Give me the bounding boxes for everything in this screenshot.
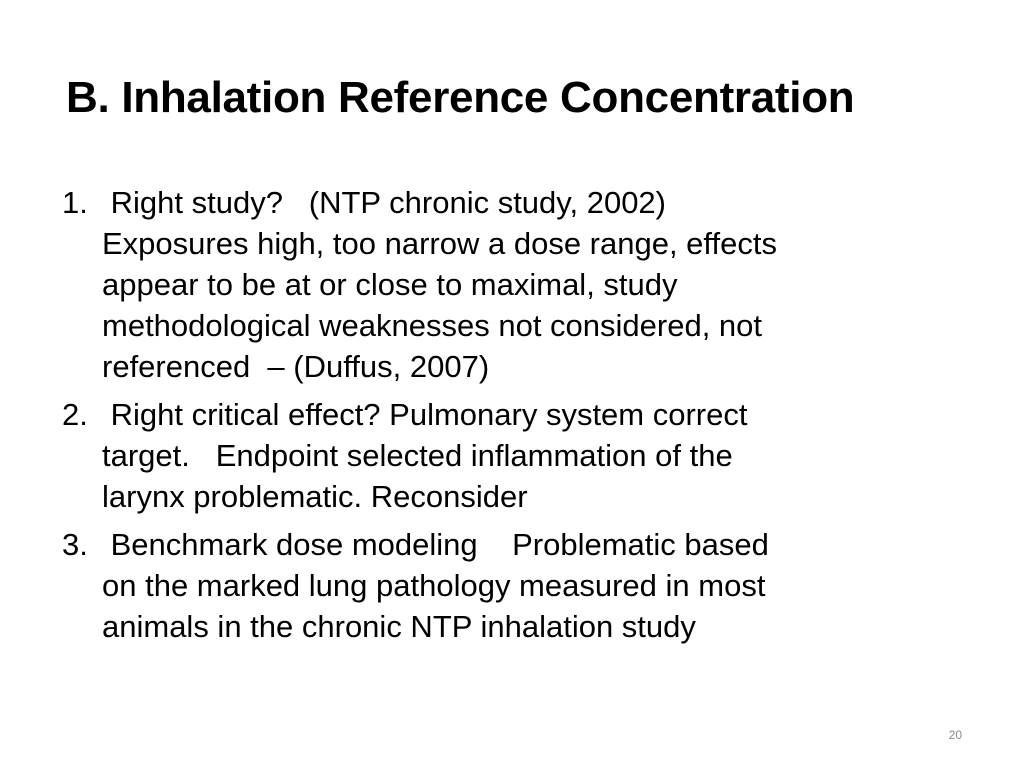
item-line: referenced – (Duffus, 2007) [102,349,490,384]
list-item-2 [62,394,982,517]
item-number: 1. [62,185,88,220]
slide-body-list [62,182,982,654]
item-line: on the marked lung pathology measured in most [102,568,766,603]
item-number: 3. [62,527,88,562]
item-number: 2. [62,397,88,432]
slide-page-number: 20 [948,728,962,742]
item-line: animals in the chronic NTP inhalation study [102,609,696,644]
item-line: target. Endpoint selected inflammation of the [102,438,733,473]
item-line: methodological weaknesses not considered, not [102,308,763,343]
item-line: Right study? (NTP chronic study, 2002) [102,185,666,220]
item-line: larynx problematic. Reconsider [102,479,528,514]
item-line: appear to be at or close to maximal, study [102,267,678,302]
list-item-1 [62,182,982,387]
item-line: Right critical effect? Pulmonary system correct [102,397,748,432]
slide-title: B. Inhalation Reference Concentration [66,73,855,122]
list-item-3 [62,524,982,647]
item-line: Benchmark dose modeling Problematic based [102,527,769,562]
item-line: Exposures high, too narrow a dose range, effects [102,226,777,261]
